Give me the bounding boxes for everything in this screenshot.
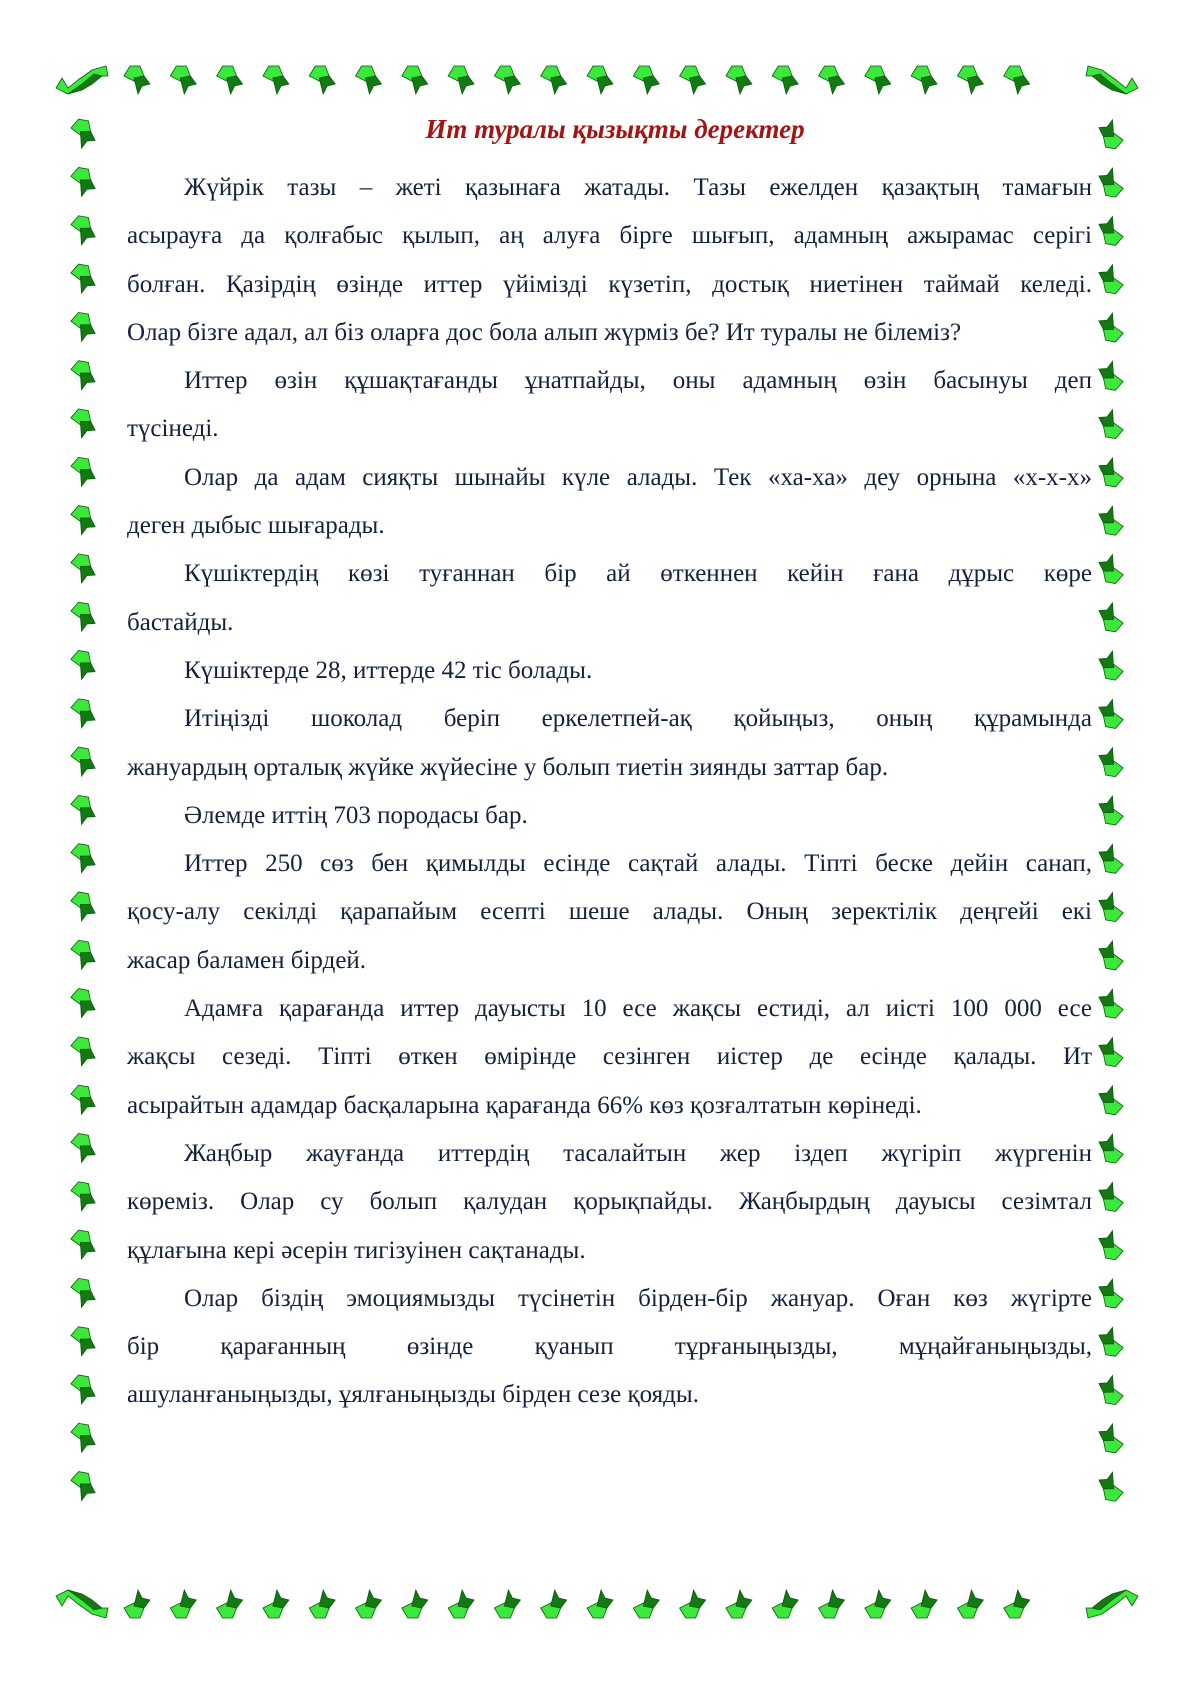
green-ribbon-leaf-icon: [68, 505, 98, 537]
green-ribbon-leaf-icon: [68, 1229, 98, 1261]
green-ribbon-leaf-icon: [448, 1590, 474, 1618]
paragraph-10-line: құлағына кері әсерін тигізуінен сақтанады.: [127, 1236, 586, 1264]
green-ribbon-leaf-icon: [68, 649, 98, 681]
paragraph-1-line: болған. Қазірдің өзінде иттер үйімізді күзетіп, достық ниетінен таймай келеді.: [127, 270, 1092, 298]
paragraph-9-line: жақсы сезеді. Тіпті өткен өмірінде сезінген иістер де есінде қалады. Ит: [127, 1043, 1092, 1071]
green-ribbon-leaf-icon: [124, 1590, 150, 1618]
green-ribbon-leaf-icon: [68, 1374, 98, 1406]
page-title: Ит туралы қызықты деректер: [425, 114, 805, 144]
green-ribbon-leaf-icon: [1096, 939, 1126, 971]
green-ribbon-leaf-icon: [1096, 311, 1126, 343]
paragraph-11-line: ашуланғаныңызды, ұялғаныңызды бірден сезе қояды.: [127, 1381, 699, 1409]
paragraph-4-line: Күшіктердің көзі туғаннан бір ай өткеннен кейін ғана дұрыс көре: [184, 560, 1092, 588]
green-ribbon-leaf-icon: [819, 66, 845, 94]
green-ribbon-leaf-icon: [68, 843, 98, 875]
green-ribbon-leaf-icon: [772, 1590, 798, 1618]
green-ribbon-leaf-icon: [1096, 456, 1126, 488]
green-ribbon-leaf-icon: [957, 1590, 983, 1618]
green-ribbon-leaf-icon: [541, 1590, 567, 1618]
green-ribbon-leaf-icon: [263, 1590, 289, 1618]
green-ribbon-leaf-icon: [1096, 1180, 1126, 1212]
paragraph-9-line: асырайтын адамдар басқаларына қарағанда 66% көз қозғалтатын көрінеді.: [127, 1091, 922, 1119]
paragraph-2-line: түсінеді.: [127, 415, 219, 443]
green-ribbon-leaf-icon: [68, 1326, 98, 1358]
green-ribbon-leaf-icon: [587, 66, 613, 94]
green-ribbon-leaf-icon: [68, 794, 98, 826]
green-ribbon-leaf-icon: [68, 698, 98, 730]
green-ribbon-leaf-icon: [911, 66, 937, 94]
paragraph-7-line: Әлемде иттің 703 породасы бар.: [184, 801, 528, 829]
green-ribbon-leaf-icon: [217, 1590, 243, 1618]
green-ribbon-leaf-icon: [1096, 987, 1126, 1019]
green-ribbon-leaf-icon: [1004, 66, 1030, 94]
paragraph-11-line: бір қарағанның өзінде қуанып тұрғаныңызды, мұңайғаныңызды,: [127, 1333, 1092, 1361]
green-ribbon-leaf-icon: [1096, 1084, 1126, 1116]
green-ribbon-leaf-icon: [402, 1590, 428, 1618]
green-ribbon-leaf-icon: [587, 1590, 613, 1618]
green-ribbon-leaf-icon: [68, 1422, 98, 1454]
green-ribbon-leaf-icon: [68, 311, 98, 343]
green-ribbon-leaf-icon: [633, 1590, 659, 1618]
corner-swirl-icon: [56, 66, 108, 94]
green-ribbon-leaf-icon: [402, 66, 428, 94]
green-ribbon-leaf-icon: [865, 66, 891, 94]
green-ribbon-leaf-icon: [1096, 166, 1126, 198]
paragraph-8-line: жасар баламен бірдей.: [127, 946, 367, 974]
green-ribbon-leaf-icon: [68, 263, 98, 295]
corner-swirl-icon: [1086, 1590, 1138, 1618]
green-ribbon-leaf-icon: [1096, 504, 1126, 536]
green-ribbon-leaf-icon: [1096, 697, 1126, 729]
green-ribbon-leaf-icon: [263, 66, 289, 94]
green-ribbon-leaf-icon: [1096, 1229, 1126, 1261]
green-ribbon-leaf-icon: [1096, 1470, 1126, 1502]
green-ribbon-leaf-icon: [1096, 552, 1126, 584]
green-ribbon-leaf-icon: [68, 166, 98, 198]
paragraph-3-line: Олар да адам сияқты шынайы күле алады. Тек «ха-ха» деу орнына «х-х-х»: [184, 463, 1092, 491]
green-ribbon-leaf-icon: [68, 939, 98, 971]
paragraph-2-line: Иттер өзін құшақтағанды ұнатпайды, оны адамның өзін басынуы деп: [184, 367, 1092, 395]
green-ribbon-leaf-icon: [448, 66, 474, 94]
green-ribbon-leaf-icon: [1096, 214, 1126, 246]
green-ribbon-leaf-icon: [309, 66, 335, 94]
green-ribbon-leaf-icon: [819, 1590, 845, 1618]
paragraph-11-line: Олар біздің эмоциямызды түсінетін бірден-бір жануар. Оған көз жүгірте: [184, 1284, 1092, 1312]
green-ribbon-leaf-icon: [217, 66, 243, 94]
green-ribbon-leaf-icon: [68, 408, 98, 440]
corner-swirl-icon: [1086, 66, 1138, 94]
green-ribbon-leaf-icon: [1096, 1325, 1126, 1357]
green-ribbon-leaf-icon: [1096, 1422, 1126, 1454]
green-ribbon-leaf-icon: [170, 66, 196, 94]
green-ribbon-leaf-icon: [1096, 794, 1126, 826]
corner-swirl-icon: [56, 1590, 108, 1618]
green-ribbon-leaf-icon: [494, 1590, 520, 1618]
green-ribbon-leaf-icon: [633, 66, 659, 94]
green-ribbon-leaf-icon: [356, 66, 382, 94]
green-ribbon-leaf-icon: [68, 456, 98, 488]
green-ribbon-leaf-icon: [1096, 1132, 1126, 1164]
green-ribbon-leaf-icon: [356, 1590, 382, 1618]
paragraph-4-line: бастайды.: [127, 608, 234, 636]
green-ribbon-leaf-icon: [1096, 842, 1126, 874]
green-ribbon-leaf-icon: [1096, 408, 1126, 440]
green-ribbon-leaf-icon: [68, 553, 98, 585]
green-ribbon-leaf-icon: [957, 66, 983, 94]
green-ribbon-leaf-icon: [68, 1132, 98, 1164]
green-ribbon-leaf-icon: [726, 1590, 752, 1618]
paragraph-1-line: Жүйрік тазы – жеті қазынаға жатады. Тазы ежелден қазақтың тамағын: [184, 174, 1092, 201]
green-ribbon-leaf-icon: [494, 66, 520, 94]
green-ribbon-leaf-icon: [911, 1590, 937, 1618]
paragraph-6-line: жануардың орталық жүйке жүйесіне у болып тиетін зиянды заттар бар.: [127, 753, 889, 781]
green-ribbon-leaf-icon: [68, 746, 98, 778]
green-ribbon-leaf-icon: [1096, 1277, 1126, 1309]
green-ribbon-leaf-icon: [1096, 891, 1126, 923]
green-ribbon-leaf-icon: [68, 601, 98, 633]
green-ribbon-leaf-icon: [680, 1590, 706, 1618]
green-ribbon-leaf-icon: [68, 1181, 98, 1213]
paragraph-8-line: қосу-алу секілді қарапайым есепті шеше алады. Оның зеректілік деңгейі екі: [127, 898, 1092, 926]
paragraph-10-line: көреміз. Олар су болып қалудан қорықпайды. Жаңбырдың дауысы сезімтал: [127, 1188, 1092, 1216]
document-body: [127, 164, 1092, 1420]
green-ribbon-leaf-icon: [865, 1590, 891, 1618]
green-ribbon-leaf-icon: [68, 1277, 98, 1309]
green-ribbon-leaf-icon: [68, 1036, 98, 1068]
green-ribbon-leaf-icon: [68, 891, 98, 923]
green-ribbon-leaf-icon: [541, 66, 567, 94]
green-ribbon-leaf-icon: [1004, 1590, 1030, 1618]
green-ribbon-leaf-icon: [1096, 263, 1126, 295]
paragraph-3-line: деген дыбыс шығарады.: [127, 512, 385, 540]
paragraph-1-line: асырауға да қолғабыс қылып, аң алуға бірге шығып, адамның ажырамас серігі: [127, 222, 1092, 250]
green-ribbon-leaf-icon: [68, 1084, 98, 1116]
paragraph-10-line: Жаңбыр жауғанда иттердің тасалайтын жер іздеп жүгіріп жүргенін: [184, 1139, 1092, 1167]
green-ribbon-leaf-icon: [68, 215, 98, 247]
paragraph-8-line: Иттер 250 сөз бен қимылды есінде сақтай алады. Тіпті беске дейін санап,: [184, 850, 1092, 878]
paragraph-9-line: Адамға қарағанда иттер дауысты 10 есе жақсы естиді, ал иісті 100 000 есе: [184, 995, 1092, 1023]
green-ribbon-leaf-icon: [1096, 359, 1126, 391]
green-ribbon-leaf-icon: [124, 66, 150, 94]
green-ribbon-leaf-icon: [1096, 746, 1126, 778]
paragraph-6-line: Итіңізді шоколад беріп еркелетпей-ақ қойыңыз, оның құрамында: [184, 705, 1092, 733]
green-ribbon-leaf-icon: [1096, 1374, 1126, 1406]
green-ribbon-leaf-icon: [309, 1590, 335, 1618]
green-ribbon-leaf-icon: [680, 66, 706, 94]
green-ribbon-leaf-icon: [1096, 1035, 1126, 1067]
green-ribbon-leaf-icon: [772, 66, 798, 94]
paragraph-5-line: Күшіктерде 28, иттерде 42 тіс болады.: [184, 656, 593, 684]
green-ribbon-leaf-icon: [68, 988, 98, 1020]
green-ribbon-leaf-icon: [68, 360, 98, 392]
green-ribbon-leaf-icon: [726, 66, 752, 94]
green-ribbon-leaf-icon: [170, 1590, 196, 1618]
green-ribbon-leaf-icon: [1096, 649, 1126, 681]
green-ribbon-leaf-icon: [68, 1471, 98, 1503]
paragraph-1-line: Олар бізге адал, ал біз оларға дос бола алып жүрміз бе? Ит туралы не білеміз?: [127, 318, 962, 346]
green-ribbon-leaf-icon: [1096, 601, 1126, 633]
